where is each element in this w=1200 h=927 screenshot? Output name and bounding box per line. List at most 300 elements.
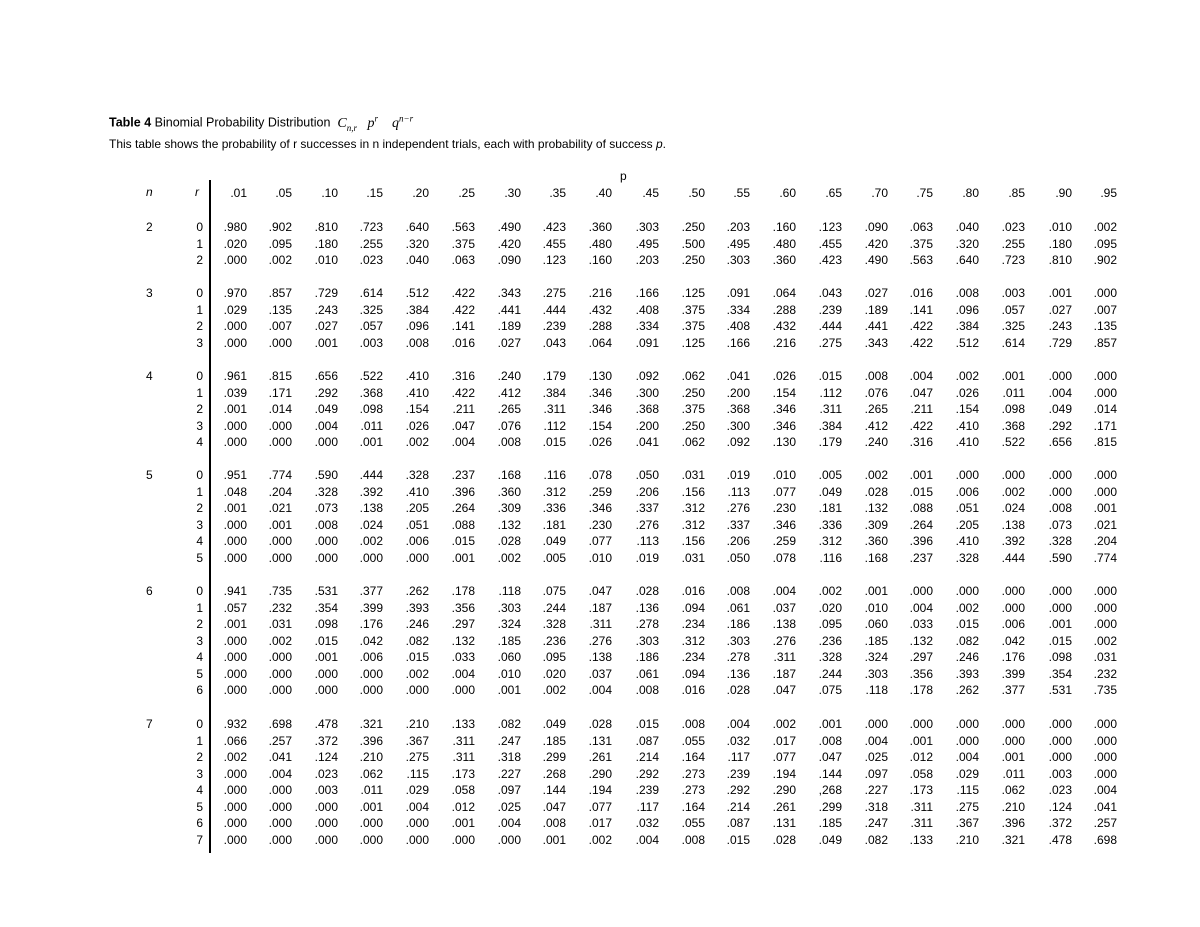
probability-cell: .016 bbox=[681, 584, 705, 598]
probability-cell: .130 bbox=[588, 369, 612, 383]
probability-cell: .001 bbox=[1048, 286, 1072, 300]
probability-cell: .377 bbox=[1001, 683, 1025, 697]
table-row bbox=[0, 766, 1200, 783]
table-row bbox=[0, 682, 1200, 699]
probability-cell: .512 bbox=[955, 335, 979, 350]
probability-cell: .420 bbox=[497, 236, 521, 251]
probability-cell: .112 bbox=[543, 418, 566, 433]
probability-cell: .004 bbox=[451, 435, 475, 449]
probability-cell: .311 bbox=[589, 617, 612, 631]
probability-cell: .346 bbox=[588, 402, 612, 416]
probability-cell: .042 bbox=[1001, 633, 1025, 648]
probability-cell: .187 bbox=[588, 600, 612, 615]
probability-cell: .656 bbox=[1048, 435, 1072, 449]
probability-cell: .000 bbox=[314, 666, 338, 681]
probability-cell: .000 bbox=[1093, 286, 1117, 300]
table-row bbox=[0, 401, 1200, 418]
probability-cell: .490 bbox=[497, 220, 521, 234]
probability-cell: .337 bbox=[635, 501, 659, 515]
probability-cell: .735 bbox=[268, 584, 292, 598]
probability-cell: .001 bbox=[909, 733, 933, 748]
probability-cell: .239 bbox=[542, 319, 566, 333]
probability-cell: .029 bbox=[955, 766, 979, 781]
probability-cell: .318 bbox=[497, 750, 521, 764]
probability-cell: .088 bbox=[451, 517, 475, 532]
probability-cell: .000 bbox=[1093, 717, 1117, 731]
probability-cell: .303 bbox=[726, 253, 750, 267]
probability-cell: .000 bbox=[223, 550, 247, 565]
probability-cell: .028 bbox=[635, 584, 659, 598]
probability-cell: .136 bbox=[726, 666, 750, 681]
probability-cell: .328 bbox=[1048, 534, 1072, 548]
probability-cell: .160 bbox=[772, 220, 796, 234]
probability-cell: .000 bbox=[314, 799, 338, 814]
table-row bbox=[0, 832, 1200, 849]
probability-cell: .590 bbox=[314, 468, 338, 482]
probability-cell: .232 bbox=[1093, 666, 1117, 681]
probability-cell: .060 bbox=[497, 650, 521, 664]
probability-cell: .640 bbox=[955, 253, 979, 267]
probability-cell: .073 bbox=[314, 501, 338, 515]
table-row bbox=[0, 418, 1200, 435]
probability-cell: .113 bbox=[727, 484, 750, 499]
probability-cell: .003 bbox=[1048, 766, 1072, 781]
probability-cell: .000 bbox=[955, 584, 979, 598]
r-value: 5 bbox=[196, 666, 203, 681]
probability-cell: .019 bbox=[635, 550, 659, 565]
probability-cell: .216 bbox=[588, 286, 612, 300]
probability-cell: .098 bbox=[314, 617, 338, 631]
probability-cell: .037 bbox=[588, 666, 612, 681]
probability-cell: .042 bbox=[359, 633, 383, 648]
table-row bbox=[0, 318, 1200, 335]
probability-cell: .000 bbox=[955, 468, 979, 482]
formula-q-sup: n−r bbox=[399, 113, 414, 123]
p-header-cell: .80 bbox=[962, 186, 979, 200]
probability-cell: .028 bbox=[864, 484, 888, 499]
probability-cell: .000 bbox=[955, 717, 979, 731]
probability-cell: .008 bbox=[405, 335, 429, 350]
p-header-cell: .90 bbox=[1055, 186, 1072, 200]
probability-cell: .399 bbox=[1001, 666, 1025, 681]
probability-cell: .204 bbox=[1093, 534, 1117, 548]
probability-cell: .002 bbox=[268, 253, 292, 267]
probability-cell: .320 bbox=[955, 236, 979, 251]
probability-cell: .027 bbox=[1048, 302, 1072, 317]
probability-cell: .028 bbox=[588, 717, 612, 731]
probability-cell: .000 bbox=[268, 650, 292, 664]
probability-cell: .206 bbox=[726, 534, 750, 548]
probability-cell: .422 bbox=[451, 385, 475, 400]
probability-cell: .902 bbox=[268, 220, 292, 234]
formula-p: p bbox=[367, 115, 375, 131]
probability-cell: .078 bbox=[588, 468, 612, 482]
probability-cell: .003 bbox=[1001, 286, 1025, 300]
probability-cell: .311 bbox=[773, 650, 796, 664]
probability-cell: .311 bbox=[910, 799, 933, 814]
probability-cell: .239 bbox=[818, 302, 842, 317]
probability-cell: .360 bbox=[864, 534, 888, 548]
table-row bbox=[0, 285, 1200, 302]
probability-cell: .240 bbox=[497, 369, 521, 383]
p-header-cell: .25 bbox=[458, 186, 475, 200]
probability-cell: .113 bbox=[636, 534, 659, 548]
probability-cell: .346 bbox=[772, 402, 796, 416]
probability-cell: .000 bbox=[1093, 369, 1117, 383]
probability-cell: .027 bbox=[314, 319, 338, 333]
probability-cell: .328 bbox=[314, 484, 338, 499]
probability-cell: .094 bbox=[681, 666, 705, 681]
r-column-label: r bbox=[195, 185, 199, 199]
probability-cell: .324 bbox=[864, 650, 888, 664]
n-value: 4 bbox=[146, 369, 153, 383]
probability-cell: .136 bbox=[635, 600, 659, 615]
probability-cell: .047 bbox=[909, 385, 933, 400]
probability-cell: .236 bbox=[542, 633, 566, 648]
probability-cell: .076 bbox=[497, 418, 521, 433]
probability-cell: .375 bbox=[681, 402, 705, 416]
probability-cell: .729 bbox=[1048, 335, 1072, 350]
probability-cell: .062 bbox=[359, 766, 383, 781]
probability-cell: .075 bbox=[818, 683, 842, 697]
probability-cell: .029 bbox=[223, 302, 247, 317]
probability-cell: .010 bbox=[1048, 220, 1072, 234]
p-header-cell: .85 bbox=[1008, 186, 1025, 200]
subtitle-end: . bbox=[662, 137, 666, 151]
probability-cell: .008 bbox=[314, 517, 338, 532]
probability-cell: .176 bbox=[359, 617, 383, 631]
table-row bbox=[0, 633, 1200, 650]
probability-cell: .000 bbox=[223, 435, 247, 449]
probability-cell: .000 bbox=[1001, 584, 1025, 598]
probability-cell: .211 bbox=[452, 402, 475, 416]
probability-cell: .000 bbox=[955, 733, 979, 748]
probability-cell: .000 bbox=[497, 832, 521, 847]
table-row bbox=[0, 815, 1200, 832]
probability-cell: .015 bbox=[726, 832, 750, 847]
probability-cell: .156 bbox=[681, 534, 705, 548]
probability-cell: .040 bbox=[955, 220, 979, 234]
probability-cell: .037 bbox=[772, 600, 796, 615]
probability-cell: .000 bbox=[314, 683, 338, 697]
probability-cell: .360 bbox=[497, 484, 521, 499]
probability-cell: .311 bbox=[452, 733, 475, 748]
probability-cell: .297 bbox=[451, 617, 475, 631]
probability-cell: .303 bbox=[497, 600, 521, 615]
probability-cell: .115 bbox=[406, 766, 429, 781]
probability-cell: .125 bbox=[681, 286, 705, 300]
probability-cell: .288 bbox=[588, 319, 612, 333]
probability-cell: .001 bbox=[268, 517, 292, 532]
r-value: 0 bbox=[196, 369, 203, 383]
probability-cell: .311 bbox=[819, 402, 842, 416]
probability-cell: .200 bbox=[726, 385, 750, 400]
subtitle-text: This table shows the probability of r successes in n independent trials, each with probability of success bbox=[109, 137, 656, 151]
probability-cell: .179 bbox=[542, 369, 566, 383]
probability-cell: .001 bbox=[1093, 501, 1117, 515]
probability-cell: .328 bbox=[542, 617, 566, 631]
probability-cell: .000 bbox=[268, 799, 292, 814]
probability-cell: .006 bbox=[1001, 617, 1025, 631]
probability-cell: .008 bbox=[955, 286, 979, 300]
probability-cell: .250 bbox=[681, 253, 705, 267]
probability-cell: .000 bbox=[314, 534, 338, 548]
probability-cell: .001 bbox=[909, 468, 933, 482]
table-row bbox=[0, 219, 1200, 236]
probability-cell: .614 bbox=[359, 286, 383, 300]
probability-cell: .000 bbox=[405, 832, 429, 847]
probability-cell: .091 bbox=[635, 335, 659, 350]
r-value: 4 bbox=[196, 650, 203, 664]
probability-cell: .297 bbox=[909, 650, 933, 664]
probability-cell: .098 bbox=[359, 402, 383, 416]
probability-cell: .211 bbox=[910, 402, 933, 416]
probability-cell: .097 bbox=[497, 783, 521, 797]
probability-cell: .028 bbox=[726, 683, 750, 697]
table-row bbox=[0, 385, 1200, 402]
probability-cell: .194 bbox=[588, 783, 612, 797]
probability-cell: .001 bbox=[542, 832, 566, 847]
probability-cell: .004 bbox=[864, 733, 888, 748]
table-row bbox=[0, 716, 1200, 733]
probability-cell: .312 bbox=[681, 633, 705, 648]
probability-cell: .000 bbox=[1048, 750, 1072, 764]
probability-cell: .275 bbox=[955, 799, 979, 814]
probability-cell: .375 bbox=[681, 302, 705, 317]
probability-cell: .168 bbox=[864, 550, 888, 565]
probability-cell: .268 bbox=[542, 766, 566, 781]
probability-cell: .138 bbox=[1001, 517, 1025, 532]
probability-cell: .000 bbox=[223, 534, 247, 548]
probability-cell: .002 bbox=[359, 534, 383, 548]
probability-cell: .011 bbox=[1002, 766, 1025, 781]
table-row bbox=[0, 434, 1200, 451]
probability-cell: .441 bbox=[864, 319, 888, 333]
probability-cell: .377 bbox=[359, 584, 383, 598]
p-header-cell: .70 bbox=[871, 186, 888, 200]
probability-cell: .000 bbox=[223, 783, 247, 797]
probability-cell: .004 bbox=[909, 600, 933, 615]
probability-cell: .154 bbox=[405, 402, 429, 416]
probability-cell: .698 bbox=[268, 717, 292, 731]
probability-cell: .444 bbox=[1001, 550, 1025, 565]
probability-cell: .164 bbox=[681, 799, 705, 814]
probability-cell: .292 bbox=[314, 385, 338, 400]
probability-cell: .156 bbox=[681, 484, 705, 499]
probability-cell: .040 bbox=[405, 253, 429, 267]
probability-cell: .029 bbox=[405, 783, 429, 797]
probability-cell: .278 bbox=[726, 650, 750, 664]
probability-cell: .614 bbox=[1001, 335, 1025, 350]
probability-cell: .001 bbox=[314, 335, 338, 350]
probability-cell: .299 bbox=[818, 799, 842, 814]
probability-cell: .012 bbox=[451, 799, 475, 814]
r-value: 3 bbox=[196, 335, 203, 350]
probability-cell: .422 bbox=[909, 418, 933, 433]
probability-cell: .075 bbox=[542, 584, 566, 598]
probability-cell: .346 bbox=[588, 385, 612, 400]
probability-cell: .049 bbox=[818, 484, 842, 499]
probability-cell: .179 bbox=[818, 435, 842, 449]
probability-cell: .000 bbox=[1093, 600, 1117, 615]
probability-cell: .375 bbox=[909, 236, 933, 251]
probability-cell: .368 bbox=[1001, 418, 1025, 433]
probability-cell: .189 bbox=[497, 319, 521, 333]
probability-cell: .051 bbox=[955, 501, 979, 515]
probability-cell: .154 bbox=[772, 385, 796, 400]
formula-c-sub: n,r bbox=[346, 122, 358, 133]
probability-cell: .250 bbox=[681, 418, 705, 433]
probability-cell: .216 bbox=[772, 335, 796, 350]
probability-cell: .000 bbox=[268, 550, 292, 565]
probability-cell: .000 bbox=[1093, 484, 1117, 499]
probability-cell: .774 bbox=[268, 468, 292, 482]
probability-cell: .004 bbox=[726, 717, 750, 731]
probability-cell: .000 bbox=[223, 650, 247, 664]
probability-cell: .021 bbox=[268, 501, 292, 515]
probability-cell: .735 bbox=[1093, 683, 1117, 697]
table-row bbox=[0, 500, 1200, 517]
probability-cell: .004 bbox=[405, 799, 429, 814]
probability-cell: .257 bbox=[1093, 816, 1117, 830]
probability-cell: .098 bbox=[1048, 650, 1072, 664]
probability-cell: .961 bbox=[223, 369, 247, 383]
probability-cell: .214 bbox=[635, 750, 659, 764]
probability-cell: .043 bbox=[542, 335, 566, 350]
probability-cell: .432 bbox=[588, 302, 612, 317]
probability-cell: .230 bbox=[772, 501, 796, 515]
probability-cell: .396 bbox=[451, 484, 475, 499]
probability-cell: .001 bbox=[314, 650, 338, 664]
probability-cell: .135 bbox=[268, 302, 292, 317]
probability-cell: .372 bbox=[1048, 816, 1072, 830]
table-row bbox=[0, 368, 1200, 385]
probability-cell: .227 bbox=[864, 783, 888, 797]
probability-cell: .011 bbox=[360, 418, 383, 433]
p-header-cell: .95 bbox=[1100, 186, 1117, 200]
probability-cell: .033 bbox=[909, 617, 933, 631]
formula bbox=[334, 113, 414, 133]
p-header-cell: .60 bbox=[779, 186, 796, 200]
probability-cell: .002 bbox=[405, 666, 429, 681]
probability-cell: .011 bbox=[1002, 385, 1025, 400]
probability-cell: .031 bbox=[268, 617, 292, 631]
probability-cell: .031 bbox=[681, 550, 705, 565]
probability-cell: .041 bbox=[726, 369, 750, 383]
probability-cell: .368 bbox=[726, 402, 750, 416]
formula-c: C bbox=[337, 115, 347, 131]
probability-cell: .144 bbox=[542, 783, 566, 797]
probability-cell: .000 bbox=[359, 683, 383, 697]
probability-cell: .039 bbox=[223, 385, 247, 400]
probability-cell: .210 bbox=[1001, 799, 1025, 814]
probability-cell: .255 bbox=[359, 236, 383, 251]
probability-cell: .077 bbox=[588, 799, 612, 814]
probability-cell: .050 bbox=[635, 468, 659, 482]
table-row bbox=[0, 749, 1200, 766]
probability-cell: .010 bbox=[772, 468, 796, 482]
r-value: 2 bbox=[196, 319, 203, 333]
probability-cell: .292 bbox=[1048, 418, 1072, 433]
probability-cell: .000 bbox=[1001, 600, 1025, 615]
probability-cell: .290 bbox=[772, 783, 796, 797]
probability-cell: .173 bbox=[451, 766, 475, 781]
probability-cell: .368 bbox=[359, 385, 383, 400]
probability-cell: .002 bbox=[223, 750, 247, 764]
probability-cell: .000 bbox=[223, 816, 247, 830]
probability-cell: .014 bbox=[268, 402, 292, 416]
probability-cell: .010 bbox=[497, 666, 521, 681]
probability-cell: .000 bbox=[314, 435, 338, 449]
probability-cell: .032 bbox=[635, 816, 659, 830]
probability-cell: .004 bbox=[1093, 783, 1117, 797]
probability-cell: .210 bbox=[405, 717, 429, 731]
table-row bbox=[0, 600, 1200, 617]
probability-cell: .001 bbox=[223, 402, 247, 416]
probability-cell: .590 bbox=[1048, 550, 1072, 565]
r-value: 1 bbox=[196, 600, 203, 615]
probability-cell: .303 bbox=[726, 633, 750, 648]
probability-cell: .008 bbox=[681, 717, 705, 731]
n-value: 2 bbox=[146, 220, 153, 234]
p-header-cell: .65 bbox=[825, 186, 842, 200]
probability-cell: .337 bbox=[726, 517, 750, 532]
probability-cell: .118 bbox=[498, 584, 521, 598]
probability-cell: .154 bbox=[588, 418, 612, 433]
probability-cell: .356 bbox=[909, 666, 933, 681]
probability-cell: .237 bbox=[909, 550, 933, 565]
probability-cell: .116 bbox=[819, 550, 842, 565]
probability-cell: .000 bbox=[1048, 600, 1072, 615]
probability-cell: .033 bbox=[451, 650, 475, 664]
probability-cell: .001 bbox=[451, 816, 475, 830]
probability-cell: .000 bbox=[223, 766, 247, 781]
table-label: Table 4 bbox=[109, 115, 152, 130]
probability-cell: .393 bbox=[955, 666, 979, 681]
probability-cell: .815 bbox=[268, 369, 292, 383]
probability-cell: .000 bbox=[223, 319, 247, 333]
probability-cell: .408 bbox=[635, 302, 659, 317]
probability-cell: .455 bbox=[818, 236, 842, 251]
table-row bbox=[0, 533, 1200, 550]
probability-cell: .000 bbox=[223, 666, 247, 681]
table-row bbox=[0, 236, 1200, 253]
probability-cell: .000 bbox=[223, 517, 247, 532]
r-value: 4 bbox=[196, 534, 203, 548]
probability-cell: .178 bbox=[451, 584, 475, 598]
probability-cell: .205 bbox=[405, 501, 429, 515]
probability-cell: .023 bbox=[1001, 220, 1025, 234]
probability-cell: .300 bbox=[726, 418, 750, 433]
probability-cell: .020 bbox=[818, 600, 842, 615]
probability-cell: .276 bbox=[726, 501, 750, 515]
probability-cell: .010 bbox=[588, 550, 612, 565]
probability-cell: .112 bbox=[819, 385, 842, 400]
probability-cell: .181 bbox=[818, 501, 842, 515]
probability-cell: .026 bbox=[772, 369, 796, 383]
probability-cell: .000 bbox=[864, 717, 888, 731]
probability-cell: .205 bbox=[955, 517, 979, 532]
probability-cell: .001 bbox=[864, 584, 888, 598]
probability-cell: .027 bbox=[864, 286, 888, 300]
p-header-cell: .45 bbox=[642, 186, 659, 200]
probability-cell: .185 bbox=[864, 633, 888, 648]
probability-cell: .273 bbox=[681, 766, 705, 781]
probability-cell: .000 bbox=[451, 832, 475, 847]
probability-cell: .017 bbox=[588, 816, 612, 830]
probability-cell: .012 bbox=[909, 750, 933, 764]
probability-cell: .004 bbox=[635, 832, 659, 847]
